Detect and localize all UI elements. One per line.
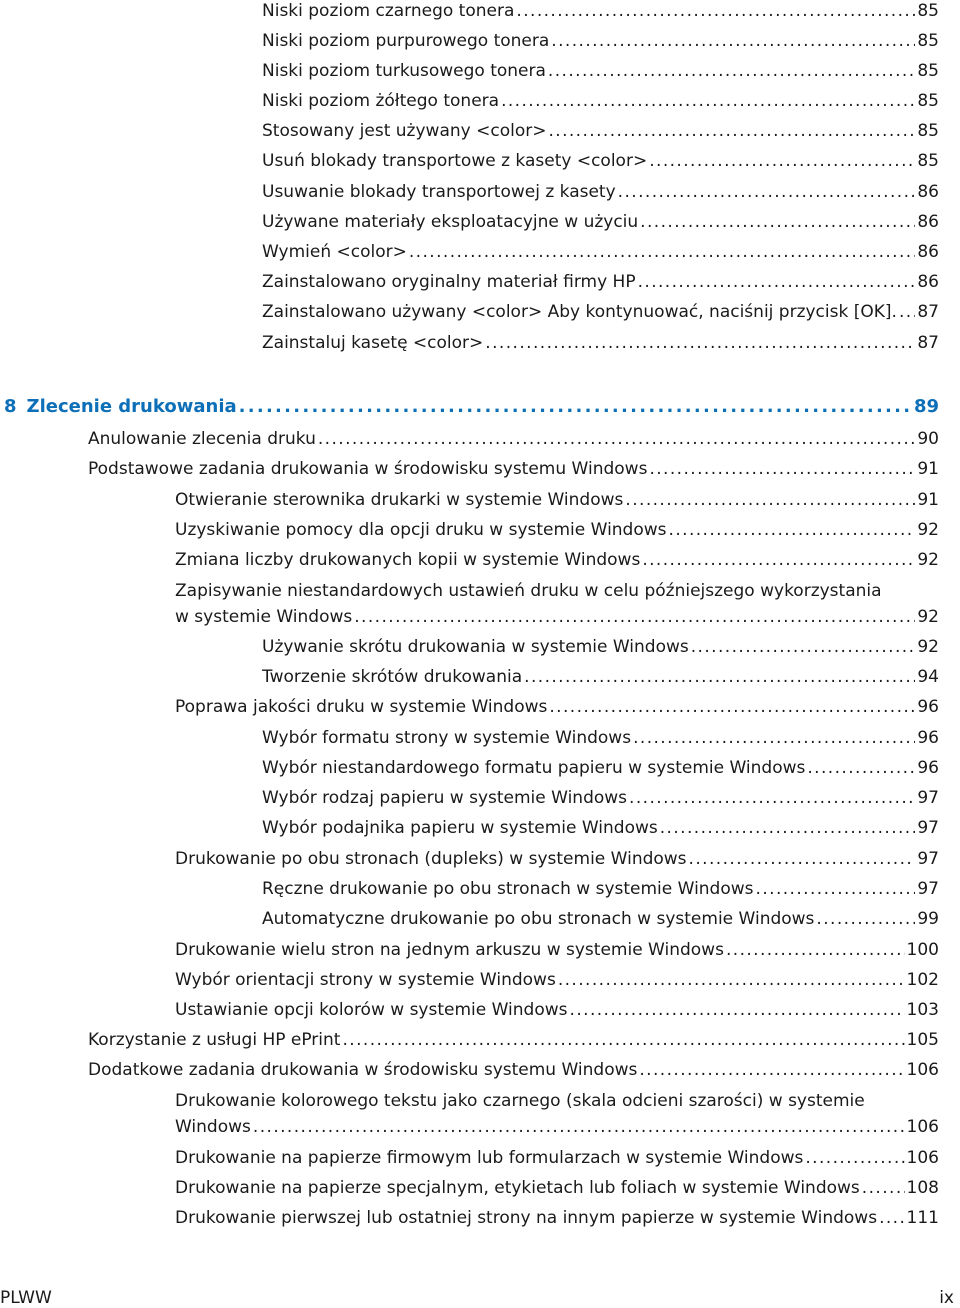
toc-page-number: 85 [917,151,939,171]
dot-leader [342,1029,904,1051]
toc-entry-level-3[interactable] [262,301,939,323]
dot-leader [899,301,915,323]
toc-page-number: 87 [917,333,939,353]
toc-page-number: 102 [906,970,939,990]
toc-entry-level-3[interactable] [262,0,939,22]
toc-entry-text-continued: w systemie Windows [175,607,353,627]
footer-page-number: ix [939,1288,954,1308]
toc-entry-text-continued: Windows [175,1117,251,1137]
dot-leader [629,787,915,809]
toc-page-number: 86 [917,182,939,202]
toc-entry-level-2[interactable] [175,696,939,718]
dot-leader [516,0,915,22]
toc-page-number: 108 [906,1178,939,1198]
toc-entry-text: Drukowanie na papierze specjalnym, etykietach lub foliach w systemie Windows [175,1178,860,1198]
toc-entry-level-2[interactable] [175,1090,939,1138]
toc-entry-text: Niski poziom czarnego tonera [262,1,515,21]
toc-entry-text: Zapisywanie niestandardowych ustawień druku w celu późniejszego wykorzystania [175,581,882,601]
toc-entry-text: Wybór formatu strony w systemie Windows [262,728,632,748]
dot-leader [726,939,905,961]
toc-entry-level-2[interactable] [175,1147,939,1169]
toc-page-number: 94 [917,667,939,687]
toc-page-number: 90 [917,429,939,449]
dot-leader [524,666,915,688]
toc-page-number: 86 [917,212,939,232]
chapter-heading[interactable] [4,396,939,418]
dot-leader [548,60,915,82]
toc-entry-text: Niski poziom turkusowego tonera [262,61,546,81]
toc-entry-text: Wybór podajnika papieru w systemie Windows [262,818,658,838]
dot-leader [239,396,912,418]
toc-page-number: 103 [906,1000,939,1020]
dot-leader [549,696,915,718]
toc-entry-text: Korzystanie z usługi HP ePrint [88,1030,341,1050]
toc-page-number: 106 [906,1060,939,1080]
toc-entry-level-2[interactable] [175,549,939,571]
toc-entry-level-2[interactable] [175,939,939,961]
toc-entry-level-3[interactable] [262,90,939,112]
toc-entry-level-2[interactable] [175,969,939,991]
toc-entry-text: Zainstalowano oryginalny materiał firmy HP [262,272,636,292]
toc-page-number: 92 [917,520,939,540]
toc-page-number: 85 [917,61,939,81]
dot-leader [756,878,916,900]
dot-leader [689,848,916,870]
toc-entry-text: Stosowany jest używany <color> [262,121,547,141]
toc-entry-text: Zainstalowano używany <color> Aby kontynuować, naciśnij przycisk [OK]. [262,302,897,322]
toc-entry-text: Drukowanie wielu stron na jednym arkuszu w systemie Windows [175,940,724,960]
toc-entry-text: Poprawa jakości druku w systemie Windows [175,697,548,717]
chapter-title: Zlecenie drukowania [26,396,237,417]
toc-entry-level-3[interactable] [262,241,939,263]
toc-page-number: 85 [917,91,939,111]
toc-entry-text: Wybór rodzaj papieru w systemie Windows [262,788,628,808]
toc-page-number: 100 [906,940,939,960]
toc-entry-level-1[interactable] [88,1029,939,1051]
toc-page-number: 85 [917,31,939,51]
toc-entry-text: Drukowanie pierwszej lub ostatniej strony na innym papierze w systemie Windows [175,1208,878,1228]
toc-page-number: 96 [917,728,939,748]
toc-page-number: 96 [917,758,939,778]
toc-entry-level-2[interactable] [175,1207,939,1229]
footer-left-label: PLWW [0,1288,52,1308]
toc-page-number: 92 [917,607,939,627]
toc-entry-level-3[interactable] [262,271,939,293]
toc-entry-text: Dodatkowe zadania drukowania w środowisku systemu Windows [88,1060,638,1080]
toc-entry-level-2[interactable] [175,999,939,1021]
toc-entry-text: Usuń blokady transportowe z kasety <color> [262,151,648,171]
dot-leader [548,120,915,142]
toc-entry-text: Ręczne drukowanie po obu stronach w systemie Windows [262,879,754,899]
dot-leader [485,332,915,354]
toc-entry-text: Zmiana liczby drukowanych kopii w systemie Windows [175,550,641,570]
toc-page-number: 86 [917,242,939,262]
toc-page-number: 91 [917,490,939,510]
toc-entry-level-3[interactable] [262,120,939,142]
chapter-page-number: 89 [913,396,939,417]
dot-leader [551,30,915,52]
toc-entry-level-1[interactable] [88,428,939,450]
dot-leader [501,90,915,112]
toc-entry-level-1[interactable] [88,458,939,480]
toc-entry-text: Uzyskiwanie pomocy dla opcji druku w systemie Windows [175,520,667,540]
toc-page-number: 97 [917,818,939,838]
toc-entry-text: Otwieranie sterownika drukarki w systemie Windows [175,490,624,510]
dot-leader [669,519,916,541]
dot-leader [816,908,915,930]
toc-entry-level-3[interactable] [262,636,939,658]
dot-leader [354,606,915,628]
toc-entry-text: Podstawowe zadania drukowania w środowisku systemu Windows [88,459,648,479]
toc-entry-level-2[interactable] [175,519,939,541]
toc-entry-level-3[interactable] [262,150,939,172]
dot-leader [807,757,915,779]
toc-page-number: 85 [917,121,939,141]
toc-entry-level-3[interactable] [262,727,939,749]
toc-page-number: 106 [906,1148,939,1168]
toc-page-number: 106 [906,1117,939,1137]
toc-entry-text: Niski poziom purpurowego tonera [262,31,550,51]
toc-entry-level-2[interactable] [175,489,939,511]
dot-leader [570,999,905,1021]
dot-leader [409,241,916,263]
toc-entry-text: Tworzenie skrótów drukowania [262,667,523,687]
toc-page-number: 97 [917,849,939,869]
dot-leader [660,817,916,839]
toc-entry-level-3[interactable] [262,181,939,203]
dot-leader [638,271,916,293]
toc-entry-level-3[interactable] [262,787,939,809]
dot-leader [649,150,915,172]
toc-entry-level-3[interactable] [262,666,939,688]
toc-entry-level-3[interactable] [262,817,939,839]
toc-entry-level-3[interactable] [262,30,939,52]
toc-entry-level-2[interactable] [175,848,939,870]
dot-leader [639,1059,904,1081]
dot-leader [862,1177,905,1199]
toc-entry-text: Anulowanie zlecenia druku [88,429,316,449]
toc-page-number: 96 [917,697,939,717]
toc-entry-text: Zainstaluj kasetę <color> [262,333,484,353]
toc-entry-text: Niski poziom żółtego tonera [262,91,500,111]
toc-page-number: 86 [917,272,939,292]
toc-entry-level-3[interactable] [262,757,939,779]
toc-page-number: 97 [917,879,939,899]
toc-page-number: 92 [917,637,939,657]
toc-entry-level-2[interactable] [175,1177,939,1199]
toc-entry-text: Drukowanie kolorowego tekstu jako czarnego (skala odcieni szarości) w systemie [175,1091,865,1111]
toc-entry-text: Wybór niestandardowego formatu papieru w systemie Windows [262,758,806,778]
toc-entry-level-3[interactable] [262,878,939,900]
toc-entry-text: Wybór orientacji strony w systemie Windows [175,970,556,990]
dot-leader [805,1147,904,1169]
toc-page-number: 85 [917,1,939,21]
toc-entry-text: Wymień <color> [262,242,407,262]
toc-page-number: 91 [917,459,939,479]
chapter-number: 8 [4,396,17,417]
toc-entry-text: Automatyczne drukowanie po obu stronach w systemie Windows [262,909,815,929]
toc-entry-text: Ustawianie opcji kolorów w systemie Windows [175,1000,568,1020]
toc-entry-level-2[interactable] [175,580,939,628]
toc-entry-text: Drukowanie po obu stronach (dupleks) w systemie Windows [175,849,687,869]
toc-page-number: 97 [917,788,939,808]
toc-entry-text: Używane materiały eksploatacyjne w użyciu [262,212,639,232]
toc-entry-level-3[interactable] [262,60,939,82]
toc-entry-text: Usuwanie blokady transportowej z kasety [262,182,616,202]
toc-entry-level-1[interactable] [88,1059,939,1081]
dot-leader [879,1207,904,1229]
dot-leader [633,727,915,749]
dot-leader [625,489,915,511]
toc-entry-text: Używanie skrótu drukowania w systemie Windows [262,637,689,657]
dot-leader [618,181,916,203]
toc-page-number: 92 [917,550,939,570]
toc-entry-level-3[interactable] [262,211,939,233]
dot-leader [642,549,915,571]
dot-leader [253,1116,905,1138]
toc-page-number: 111 [906,1208,939,1228]
dot-leader [649,458,915,480]
toc-page-number: 105 [906,1030,939,1050]
dot-leader [691,636,916,658]
toc-page-number: 87 [917,302,939,322]
dot-leader [640,211,915,233]
toc-entry-text: Drukowanie na papierze firmowym lub formularzach w systemie Windows [175,1148,804,1168]
dot-leader [558,969,905,991]
toc-entry-level-3[interactable] [262,908,939,930]
dot-leader [318,428,915,450]
toc-entry-level-3[interactable] [262,332,939,354]
toc-page-number: 99 [917,909,939,929]
